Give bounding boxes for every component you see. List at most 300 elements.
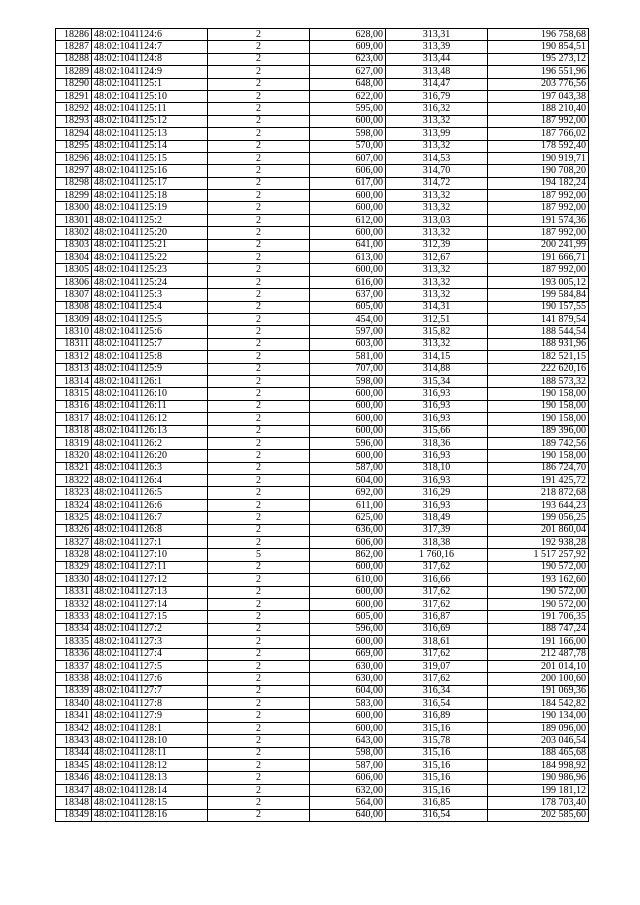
table-row — [56, 437, 589, 449]
row-number-cell: 18342 — [56, 722, 92, 734]
area-cell: 604,00 — [310, 475, 386, 487]
table-row — [56, 574, 589, 586]
specific-value-cell: 318,61 — [386, 636, 488, 648]
table-row — [56, 512, 589, 524]
row-number-cell: 18309 — [56, 313, 92, 325]
land-class-cell: 2 — [208, 313, 310, 325]
cadastral-number-cell: 48:02:1041125:18 — [92, 190, 208, 202]
cadastral-number-cell: 48:02:1041127:9 — [92, 710, 208, 722]
table-row — [56, 165, 589, 177]
row-number-cell: 18327 — [56, 537, 92, 549]
land-class-cell: 2 — [208, 636, 310, 648]
area-cell: 640,00 — [310, 809, 386, 821]
area-cell: 637,00 — [310, 289, 386, 301]
table-row — [56, 586, 589, 598]
specific-value-cell: 315,82 — [386, 326, 488, 338]
cadastral-number-cell: 48:02:1041125:20 — [92, 227, 208, 239]
land-class-cell: 2 — [208, 289, 310, 301]
cadastral-number-cell: 48:02:1041126:7 — [92, 512, 208, 524]
land-class-cell: 2 — [208, 190, 310, 202]
table-row — [56, 524, 589, 536]
specific-value-cell: 315,16 — [386, 772, 488, 784]
row-number-cell: 18321 — [56, 462, 92, 474]
cadastral-value-cell: 188 544,54 — [488, 326, 589, 338]
table-row — [56, 190, 589, 202]
cadastral-value-cell: 212 487,78 — [488, 648, 589, 660]
land-class-cell: 2 — [208, 400, 310, 412]
table-row — [56, 53, 589, 65]
row-number-cell: 18324 — [56, 499, 92, 511]
table-row — [56, 797, 589, 809]
cadastral-value-cell: 191 706,35 — [488, 611, 589, 623]
row-number-cell: 18287 — [56, 41, 92, 53]
row-number-cell: 18340 — [56, 698, 92, 710]
cadastral-number-cell: 48:02:1041127:3 — [92, 636, 208, 648]
table-row — [56, 549, 589, 561]
cadastral-value-cell: 192 938,28 — [488, 537, 589, 549]
cadastral-value-cell: 202 585,60 — [488, 809, 589, 821]
area-cell: 600,00 — [310, 586, 386, 598]
area-cell: 612,00 — [310, 214, 386, 226]
specific-value-cell: 313,99 — [386, 128, 488, 140]
cadastral-value-cell: 193 644,23 — [488, 499, 589, 511]
land-class-cell: 2 — [208, 685, 310, 697]
table-row — [56, 648, 589, 660]
land-class-cell: 2 — [208, 760, 310, 772]
cadastral-number-cell: 48:02:1041128:1 — [92, 722, 208, 734]
cadastral-number-cell: 48:02:1041124:8 — [92, 53, 208, 65]
row-number-cell: 18298 — [56, 177, 92, 189]
row-number-cell: 18302 — [56, 227, 92, 239]
row-number-cell: 18308 — [56, 301, 92, 313]
cadastral-number-cell: 48:02:1041128:13 — [92, 772, 208, 784]
row-number-cell: 18339 — [56, 685, 92, 697]
cadastral-number-cell: 48:02:1041127:2 — [92, 623, 208, 635]
row-number-cell: 18323 — [56, 487, 92, 499]
cadastral-number-cell: 48:02:1041128:12 — [92, 760, 208, 772]
cadastral-number-cell: 48:02:1041126:8 — [92, 524, 208, 536]
specific-value-cell: 313,32 — [386, 202, 488, 214]
cadastral-value-cell: 201 014,10 — [488, 660, 589, 672]
land-class-cell: 2 — [208, 388, 310, 400]
specific-value-cell: 317,62 — [386, 586, 488, 598]
specific-value-cell: 313,32 — [386, 190, 488, 202]
table-row — [56, 29, 589, 41]
specific-value-cell: 313,32 — [386, 264, 488, 276]
cadastral-value-cell: 1 517 257,92 — [488, 549, 589, 561]
cadastral-value-cell: 191 574,36 — [488, 214, 589, 226]
table-row — [56, 78, 589, 90]
cadastral-value-cell: 190 572,00 — [488, 598, 589, 610]
cadastral-value-cell: 194 182,24 — [488, 177, 589, 189]
area-cell: 600,00 — [310, 561, 386, 573]
cadastral-value-cell: 190 572,00 — [488, 561, 589, 573]
cadastral-number-cell: 48:02:1041125:6 — [92, 326, 208, 338]
table-row — [56, 685, 589, 697]
table-row — [56, 66, 589, 78]
specific-value-cell: 317,62 — [386, 673, 488, 685]
cadastral-number-cell: 48:02:1041125:12 — [92, 115, 208, 127]
land-class-cell: 2 — [208, 611, 310, 623]
row-number-cell: 18317 — [56, 413, 92, 425]
row-number-cell: 18299 — [56, 190, 92, 202]
row-number-cell: 18296 — [56, 152, 92, 164]
row-number-cell: 18348 — [56, 797, 92, 809]
table-row — [56, 413, 589, 425]
area-cell: 587,00 — [310, 760, 386, 772]
land-class-cell: 2 — [208, 326, 310, 338]
table-row — [56, 140, 589, 152]
row-number-cell: 18329 — [56, 561, 92, 573]
specific-value-cell: 318,10 — [386, 462, 488, 474]
table-row — [56, 636, 589, 648]
land-class-cell: 2 — [208, 524, 310, 536]
specific-value-cell: 315,16 — [386, 722, 488, 734]
row-number-cell: 18335 — [56, 636, 92, 648]
area-cell: 606,00 — [310, 772, 386, 784]
area-cell: 600,00 — [310, 450, 386, 462]
cadastral-number-cell: 48:02:1041126:11 — [92, 400, 208, 412]
land-class-cell: 2 — [208, 214, 310, 226]
cadastral-value-cell: 190 158,00 — [488, 450, 589, 462]
cadastral-value-cell: 200 100,60 — [488, 673, 589, 685]
land-class-cell: 2 — [208, 537, 310, 549]
cadastral-number-cell: 48:02:1041125:8 — [92, 351, 208, 363]
cadastral-number-cell: 48:02:1041125:5 — [92, 313, 208, 325]
area-cell: 613,00 — [310, 252, 386, 264]
cadastral-value-cell: 189 396,00 — [488, 425, 589, 437]
area-cell: 628,00 — [310, 29, 386, 41]
land-class-cell: 2 — [208, 301, 310, 313]
cadastral-value-cell: 189 742,56 — [488, 437, 589, 449]
specific-value-cell: 316,85 — [386, 797, 488, 809]
row-number-cell: 18289 — [56, 66, 92, 78]
land-class-cell: 2 — [208, 413, 310, 425]
cadastral-number-cell: 48:02:1041126:2 — [92, 437, 208, 449]
row-number-cell: 18331 — [56, 586, 92, 598]
land-class-cell: 2 — [208, 735, 310, 747]
cadastral-number-cell: 48:02:1041125:17 — [92, 177, 208, 189]
land-class-cell: 2 — [208, 227, 310, 239]
area-cell: 606,00 — [310, 537, 386, 549]
table-row — [56, 375, 589, 387]
land-class-cell: 2 — [208, 437, 310, 449]
area-cell: 600,00 — [310, 413, 386, 425]
land-class-cell: 2 — [208, 462, 310, 474]
row-number-cell: 18313 — [56, 363, 92, 375]
area-cell: 454,00 — [310, 313, 386, 325]
cadastral-number-cell: 48:02:1041125:21 — [92, 239, 208, 251]
cadastral-number-cell: 48:02:1041125:1 — [92, 78, 208, 90]
area-cell: 605,00 — [310, 611, 386, 623]
land-class-cell: 2 — [208, 29, 310, 41]
area-cell: 632,00 — [310, 784, 386, 796]
cadastral-number-cell: 48:02:1041124:6 — [92, 29, 208, 41]
row-number-cell: 18310 — [56, 326, 92, 338]
specific-value-cell: 316,54 — [386, 698, 488, 710]
land-class-cell: 2 — [208, 475, 310, 487]
specific-value-cell: 313,32 — [386, 338, 488, 350]
specific-value-cell: 313,39 — [386, 41, 488, 53]
land-class-cell: 2 — [208, 276, 310, 288]
cadastral-value-cell: 196 551,96 — [488, 66, 589, 78]
specific-value-cell: 313,31 — [386, 29, 488, 41]
area-cell: 641,00 — [310, 239, 386, 251]
cadastral-value-cell: 188 747,24 — [488, 623, 589, 635]
land-class-cell: 2 — [208, 252, 310, 264]
specific-value-cell: 315,16 — [386, 747, 488, 759]
cadastral-number-cell: 48:02:1041124:7 — [92, 41, 208, 53]
specific-value-cell: 319,07 — [386, 660, 488, 672]
table-row — [56, 363, 589, 375]
table-row — [56, 128, 589, 140]
land-class-cell: 2 — [208, 115, 310, 127]
specific-value-cell: 313,32 — [386, 227, 488, 239]
area-cell: 604,00 — [310, 685, 386, 697]
cadastral-number-cell: 48:02:1041128:14 — [92, 784, 208, 796]
table-row — [56, 264, 589, 276]
cadastral-value-cell: 193 162,60 — [488, 574, 589, 586]
land-class-cell: 2 — [208, 797, 310, 809]
table-row — [56, 425, 589, 437]
cadastral-number-cell: 48:02:1041125:9 — [92, 363, 208, 375]
land-class-cell: 2 — [208, 239, 310, 251]
row-number-cell: 18337 — [56, 660, 92, 672]
table-row — [56, 41, 589, 53]
row-number-cell: 18311 — [56, 338, 92, 350]
row-number-cell: 18316 — [56, 400, 92, 412]
cadastral-value-table-page — [55, 28, 589, 822]
table-row — [56, 276, 589, 288]
cadastral-number-cell: 48:02:1041126:20 — [92, 450, 208, 462]
area-cell: 611,00 — [310, 499, 386, 511]
cadastral-number-cell: 48:02:1041125:15 — [92, 152, 208, 164]
row-number-cell: 18301 — [56, 214, 92, 226]
specific-value-cell: 315,34 — [386, 375, 488, 387]
table-row — [56, 747, 589, 759]
area-cell: 616,00 — [310, 276, 386, 288]
cadastral-number-cell: 48:02:1041126:6 — [92, 499, 208, 511]
row-number-cell: 18286 — [56, 29, 92, 41]
cadastral-number-cell: 48:02:1041126:1 — [92, 375, 208, 387]
cadastral-number-cell: 48:02:1041127:5 — [92, 660, 208, 672]
row-number-cell: 18304 — [56, 252, 92, 264]
specific-value-cell: 316,93 — [386, 400, 488, 412]
table-row — [56, 598, 589, 610]
row-number-cell: 18345 — [56, 760, 92, 772]
cadastral-value-cell: 190 986,96 — [488, 772, 589, 784]
row-number-cell: 18292 — [56, 103, 92, 115]
land-class-cell: 2 — [208, 499, 310, 511]
cadastral-value-cell: 188 465,68 — [488, 747, 589, 759]
area-cell: 669,00 — [310, 648, 386, 660]
specific-value-cell: 316,93 — [386, 450, 488, 462]
area-cell: 630,00 — [310, 673, 386, 685]
table-row — [56, 177, 589, 189]
specific-value-cell: 315,78 — [386, 735, 488, 747]
cadastral-value-cell: 203 046,54 — [488, 735, 589, 747]
cadastral-number-cell: 48:02:1041128:16 — [92, 809, 208, 821]
specific-value-cell: 317,39 — [386, 524, 488, 536]
specific-value-cell: 312,39 — [386, 239, 488, 251]
table-row — [56, 487, 589, 499]
specific-value-cell: 312,51 — [386, 313, 488, 325]
cadastral-number-cell: 48:02:1041126:12 — [92, 413, 208, 425]
cadastral-number-cell: 48:02:1041127:8 — [92, 698, 208, 710]
cadastral-value-cell: 188 931,96 — [488, 338, 589, 350]
area-cell: 600,00 — [310, 400, 386, 412]
row-number-cell: 18325 — [56, 512, 92, 524]
table-row — [56, 227, 589, 239]
table-body — [56, 29, 589, 822]
specific-value-cell: 316,79 — [386, 90, 488, 102]
land-class-cell: 2 — [208, 598, 310, 610]
area-cell: 627,00 — [310, 66, 386, 78]
specific-value-cell: 316,66 — [386, 574, 488, 586]
cadastral-number-cell: 48:02:1041125:23 — [92, 264, 208, 276]
specific-value-cell: 312,67 — [386, 252, 488, 264]
specific-value-cell: 313,32 — [386, 276, 488, 288]
table-row — [56, 400, 589, 412]
cadastral-value-cell: 200 241,99 — [488, 239, 589, 251]
area-cell: 617,00 — [310, 177, 386, 189]
cadastral-value-cell: 199 181,12 — [488, 784, 589, 796]
row-number-cell: 18346 — [56, 772, 92, 784]
area-cell: 630,00 — [310, 660, 386, 672]
specific-value-cell: 318,36 — [386, 437, 488, 449]
cadastral-value-cell: 190 158,00 — [488, 400, 589, 412]
row-number-cell: 18294 — [56, 128, 92, 140]
specific-value-cell: 316,54 — [386, 809, 488, 821]
specific-value-cell: 316,69 — [386, 623, 488, 635]
specific-value-cell: 314,53 — [386, 152, 488, 164]
cadastral-number-cell: 48:02:1041128:10 — [92, 735, 208, 747]
table-row — [56, 115, 589, 127]
cadastral-number-cell: 48:02:1041127:13 — [92, 586, 208, 598]
cadastral-number-cell: 48:02:1041125:16 — [92, 165, 208, 177]
land-class-cell: 2 — [208, 351, 310, 363]
table-row — [56, 239, 589, 251]
land-class-cell: 2 — [208, 128, 310, 140]
area-cell: 606,00 — [310, 165, 386, 177]
land-class-cell: 2 — [208, 512, 310, 524]
specific-value-cell: 315,16 — [386, 784, 488, 796]
area-cell: 596,00 — [310, 623, 386, 635]
cadastral-value-cell: 195 273,12 — [488, 53, 589, 65]
table-row — [56, 611, 589, 623]
area-cell: 570,00 — [310, 140, 386, 152]
specific-value-cell: 1 760,16 — [386, 549, 488, 561]
area-cell: 622,00 — [310, 90, 386, 102]
row-number-cell: 18307 — [56, 289, 92, 301]
land-class-cell: 2 — [208, 747, 310, 759]
cadastral-value-cell: 190 157,55 — [488, 301, 589, 313]
cadastral-value-cell: 190 158,00 — [488, 413, 589, 425]
area-cell: 609,00 — [310, 41, 386, 53]
area-cell: 600,00 — [310, 227, 386, 239]
cadastral-value-cell: 178 592,40 — [488, 140, 589, 152]
table-row — [56, 351, 589, 363]
land-class-cell: 2 — [208, 152, 310, 164]
land-class-cell: 2 — [208, 487, 310, 499]
row-number-cell: 18295 — [56, 140, 92, 152]
specific-value-cell: 313,32 — [386, 140, 488, 152]
row-number-cell: 18349 — [56, 809, 92, 821]
cadastral-number-cell: 48:02:1041126:5 — [92, 487, 208, 499]
cadastral-value-cell: 178 703,40 — [488, 797, 589, 809]
area-cell: 587,00 — [310, 462, 386, 474]
specific-value-cell: 316,93 — [386, 499, 488, 511]
row-number-cell: 18291 — [56, 90, 92, 102]
row-number-cell: 18297 — [56, 165, 92, 177]
cadastral-number-cell: 48:02:1041127:6 — [92, 673, 208, 685]
land-class-cell: 2 — [208, 202, 310, 214]
row-number-cell: 18288 — [56, 53, 92, 65]
area-cell: 625,00 — [310, 512, 386, 524]
land-class-cell: 2 — [208, 140, 310, 152]
table-row — [56, 735, 589, 747]
table-row — [56, 90, 589, 102]
land-class-cell: 2 — [208, 338, 310, 350]
cadastral-value-cell: 187 766,02 — [488, 128, 589, 140]
area-cell: 643,00 — [310, 735, 386, 747]
specific-value-cell: 316,89 — [386, 710, 488, 722]
row-number-cell: 18344 — [56, 747, 92, 759]
land-class-cell: 2 — [208, 78, 310, 90]
table-row — [56, 462, 589, 474]
area-cell: 603,00 — [310, 338, 386, 350]
cadastral-number-cell: 48:02:1041128:11 — [92, 747, 208, 759]
land-class-cell: 2 — [208, 53, 310, 65]
row-number-cell: 18290 — [56, 78, 92, 90]
row-number-cell: 18326 — [56, 524, 92, 536]
row-number-cell: 18336 — [56, 648, 92, 660]
table-row — [56, 537, 589, 549]
table-row — [56, 450, 589, 462]
specific-value-cell: 317,62 — [386, 598, 488, 610]
specific-value-cell: 314,70 — [386, 165, 488, 177]
land-class-cell: 2 — [208, 722, 310, 734]
table-row — [56, 475, 589, 487]
area-cell: 636,00 — [310, 524, 386, 536]
specific-value-cell: 313,03 — [386, 214, 488, 226]
specific-value-cell: 314,15 — [386, 351, 488, 363]
table-row — [56, 499, 589, 511]
row-number-cell: 18319 — [56, 437, 92, 449]
area-cell: 623,00 — [310, 53, 386, 65]
land-class-cell: 2 — [208, 363, 310, 375]
table-row — [56, 152, 589, 164]
specific-value-cell: 318,38 — [386, 537, 488, 549]
land-class-cell: 2 — [208, 784, 310, 796]
row-number-cell: 18330 — [56, 574, 92, 586]
cadastral-value-cell: 187 992,00 — [488, 264, 589, 276]
row-number-cell: 18328 — [56, 549, 92, 561]
cadastral-value-cell: 197 043,38 — [488, 90, 589, 102]
land-class-cell: 2 — [208, 264, 310, 276]
specific-value-cell: 316,93 — [386, 475, 488, 487]
specific-value-cell: 313,32 — [386, 115, 488, 127]
land-class-cell: 2 — [208, 165, 310, 177]
row-number-cell: 18343 — [56, 735, 92, 747]
table-row — [56, 103, 589, 115]
row-number-cell: 18306 — [56, 276, 92, 288]
table-row — [56, 214, 589, 226]
cadastral-number-cell: 48:02:1041127:11 — [92, 561, 208, 573]
cadastral-value-table — [55, 28, 589, 822]
cadastral-value-cell: 191 069,36 — [488, 685, 589, 697]
area-cell: 583,00 — [310, 698, 386, 710]
